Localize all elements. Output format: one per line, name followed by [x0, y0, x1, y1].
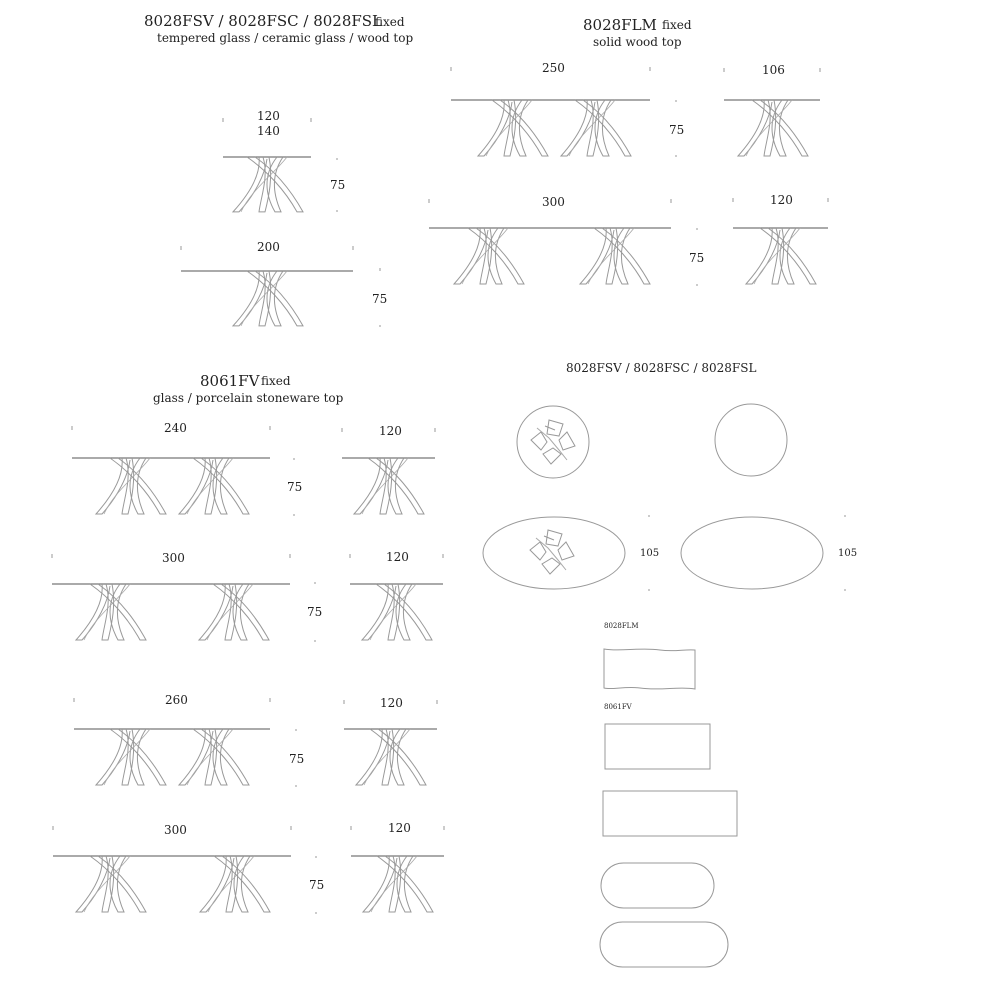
- table-elevation-flm-250: [451, 67, 676, 157]
- oval-depth-105-a: 105: [640, 548, 660, 559]
- flm-live-edge-plan: [604, 649, 695, 689]
- fv-row2-length: 300: [162, 551, 185, 565]
- table-side-fv-120-a: [342, 428, 435, 514]
- fv-rect-plan-a: [605, 724, 710, 769]
- fsv-height-75-b: 75: [372, 292, 388, 306]
- table-side-fv-120-d: [351, 826, 444, 912]
- table-side-flm-120: [733, 198, 828, 284]
- fsv-height-75: 75: [330, 178, 346, 192]
- fv-row2-height: 75: [307, 605, 323, 619]
- fv-capsule-plan-a: [601, 863, 714, 908]
- fv-row4-height: 75: [309, 878, 325, 892]
- oval-top-plan: [681, 516, 846, 590]
- fsv-width-200: 200: [257, 240, 280, 254]
- flm-plan-label: 8028FLM: [604, 622, 639, 630]
- table-elevation-fv-260: [74, 698, 296, 787]
- fv-capsule-plan-b: [600, 922, 728, 967]
- fsv-width-140: 140: [257, 124, 280, 138]
- fv-row1-length: 240: [164, 421, 187, 435]
- table-side-fv-120-b: [350, 554, 443, 640]
- fv-title-type: fixed: [261, 374, 291, 388]
- table-elevation-fv-300-a: [52, 554, 315, 642]
- round-top-plan: [715, 404, 787, 476]
- fv-title-model: 8061FV: [200, 372, 260, 390]
- fv-row3-depth: 120: [380, 696, 403, 710]
- oval-top-plan-with-base: [483, 516, 650, 590]
- table-elevation-fv-300-b: [53, 826, 316, 914]
- flm-subtitle: solid wood top: [593, 35, 682, 49]
- table-elevation-flm-300: [429, 199, 697, 286]
- fsv-width-120: 120: [257, 109, 280, 123]
- fv-subtitle: glass / porcelain stoneware top: [153, 391, 344, 405]
- flm-depth-106: 106: [762, 63, 785, 77]
- table-elevation-fsv-120: [223, 118, 337, 212]
- fv-row1-height: 75: [287, 480, 303, 494]
- fsv-title-type: fixed: [375, 15, 405, 29]
- fv-elevation-group: [52, 426, 444, 914]
- fv-plan-label: 8061FV: [604, 703, 632, 711]
- flm-height-75-b: 75: [689, 251, 705, 265]
- plan-views-group: [483, 404, 846, 967]
- fv-row1-depth: 120: [379, 424, 402, 438]
- oval-depth-105-b: 105: [838, 548, 858, 559]
- fv-row4-length: 300: [164, 823, 187, 837]
- fsv-title-models: 8028FSV / 8028FSC / 8028FSL: [144, 12, 383, 30]
- flm-elevation-group: [429, 67, 828, 286]
- table-elevation-fv-240: [72, 426, 294, 516]
- fv-row2-depth: 120: [386, 550, 409, 564]
- table-elevation-fsv-200: [181, 246, 380, 327]
- fv-row4-depth: 120: [388, 821, 411, 835]
- fsv-elevation-group: [181, 118, 380, 327]
- round-top-plan-with-base: [517, 406, 589, 478]
- fv-rect-plan-b: [603, 791, 737, 836]
- flm-depth-120: 120: [770, 193, 793, 207]
- plans-title: 8028FSV / 8028FSC / 8028FSL: [566, 361, 757, 375]
- fv-row3-height: 75: [289, 752, 305, 766]
- flm-title-type: fixed: [662, 18, 692, 32]
- flm-title-model: 8028FLM: [583, 16, 657, 34]
- table-side-flm-106: [724, 68, 820, 156]
- table-side-fv-120-c: [344, 700, 437, 785]
- fsv-subtitle: tempered glass / ceramic glass / wood top: [157, 31, 414, 45]
- flm-length-300: 300: [542, 195, 565, 209]
- flm-length-250: 250: [542, 61, 565, 75]
- flm-height-75: 75: [669, 123, 685, 137]
- fv-row3-length: 260: [165, 693, 188, 707]
